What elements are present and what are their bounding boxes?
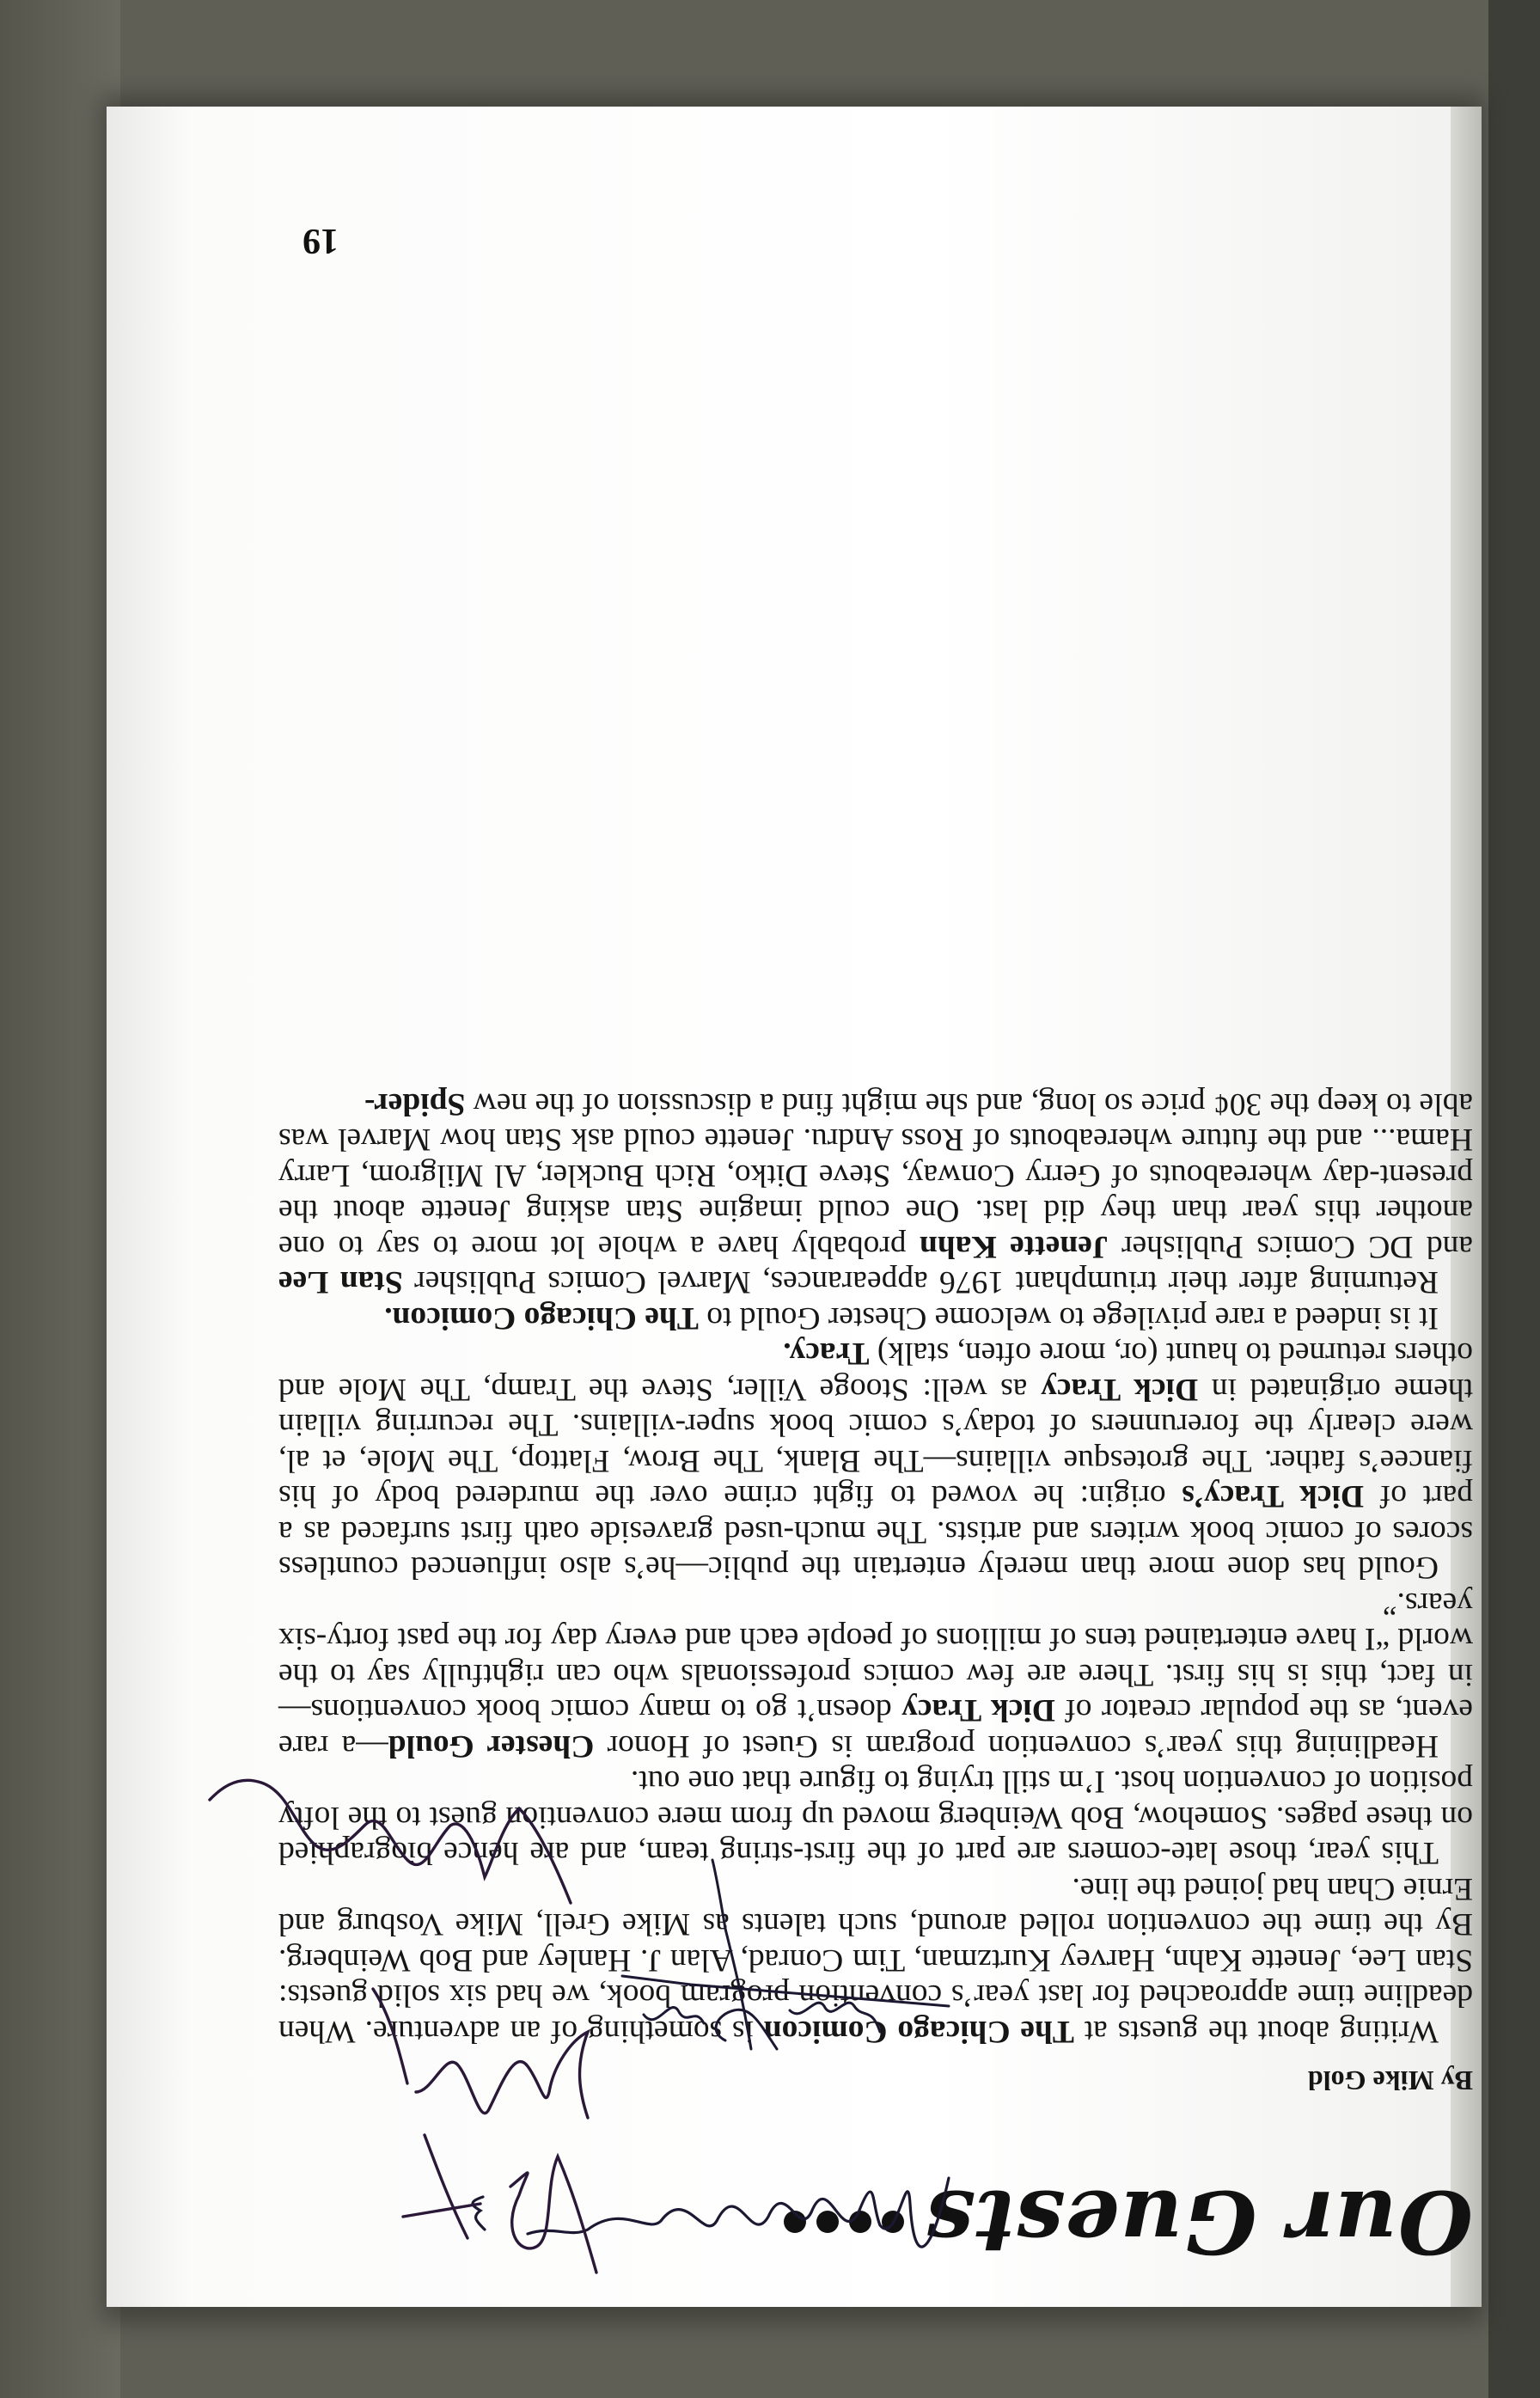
bold-run: Chester Gould [388, 1728, 595, 1764]
article-paragraph [278, 1586, 1473, 1765]
page-number: 19 [302, 221, 339, 260]
bullet-dot [816, 2211, 839, 2233]
text-run: origin: he vowed to fight crime over the murdered body of his fiancee’s father. The grotesque villains—The Blank, The Brow, Flattop, The Mole, et al, were clearly the forerunners of today’s comic book super-villains. The recurring villain theme originated in [278, 1372, 1473, 1514]
bullet-dot [784, 2211, 806, 2233]
bold-run: The Chicago Comicon. [384, 1300, 699, 1336]
heading-dots [784, 2211, 904, 2233]
text-run: This year, those late-comers are part of the first-string team, and are hence biographied on these pages. Somehow, Bob Weinberg moved up from mere convention guest to the lofty position of convention host. I’m still trying to figure that one out. [278, 1764, 1473, 1871]
bullet-dot [849, 2211, 871, 2233]
bold-run: Dick Tracy [1041, 1372, 1199, 1407]
article-paragraph [278, 1086, 1473, 1300]
bold-run: The Chicago Comicon [763, 2014, 1074, 2049]
text-run: Returning after their triumphant 1976 appearances, Marvel Comics Publisher [402, 1264, 1439, 1300]
bold-run: Dick Tracy [901, 1692, 1055, 1728]
text-run: probably have a whole lot more to say to one another this year than they did last. One could imagine Stan asking Jenette about the present-day whereabouts of Gerry Conway, Steve Ditko, Rich Buckler, Al Milgrom, Larry Hama... and the future whereabouts of Ross Andru. Jenette could ask Stan how Marvel was able to keep the 30¢ price so long, and she might find a discussion of the new [278, 1086, 1473, 1264]
article-paragraph [278, 1764, 1473, 1871]
text-run: Writing about the guests at [1073, 2014, 1439, 2049]
text-run: doesn’t go to many comic book conventions—in fact, this is his first. There are few comics professionals who can rightfully say to the world “I have entertained tens of millions of people each and every day for the past forty-six years.” [278, 1586, 1473, 1728]
article-paragraph [278, 1300, 1473, 1337]
bullet-dot [882, 2211, 904, 2233]
text-run: as well: Stooge Viller, Steve the Tramp, The Mole and others returned to haunt (or, more often, stalk) [278, 1336, 1473, 1407]
bold-run: Jenette Kahn [920, 1229, 1109, 1264]
bold-run: Stan Lee [278, 1264, 403, 1300]
text-run: is something of an adventure. When deadline time approached for last year’s convention program book, we had six solid guests: Stan Lee, Jenette Kahn, Harvey Kurtzman, Tim Conrad, Alan J. Hanley and Bob Weinberg. By the time the convention rolled around, such talents as Mike Grell, Mike Vosburg and Ernie Chan had joined the line. [278, 1871, 1473, 2049]
bold-run: Tracy. [783, 1336, 870, 1372]
text-run: Headlining this year’s convention program is Guest of Honor [594, 1728, 1439, 1764]
text-run: It is indeed a rare privilege to welcome Chester Gould to [698, 1300, 1439, 1336]
bold-run: Dick Tracy’s [1182, 1478, 1365, 1514]
program-page [107, 107, 1482, 2307]
text-run: and DC Comics Publisher [1108, 1229, 1473, 1264]
bold-run: Spider- [364, 1086, 466, 1122]
article-body [278, 1086, 1473, 2050]
byline: By Mike Gold [1307, 2065, 1473, 2096]
article-paragraph [278, 1336, 1473, 1586]
printed-page-upside-down [107, 107, 1482, 2307]
text-run: Gould has done more than merely entertain the public—he’s also influenced countless scores of comic book writers and artists. The much-used graveside oath first surfaced as a part of [278, 1478, 1473, 1586]
text-run: —a rare event, as the popular creator of [278, 1692, 1473, 1764]
page-heading [784, 2171, 1473, 2273]
article-paragraph [278, 1871, 1473, 2050]
scan-background-right [1488, 0, 1540, 2398]
heading-title: Our Guests [925, 2171, 1473, 2273]
